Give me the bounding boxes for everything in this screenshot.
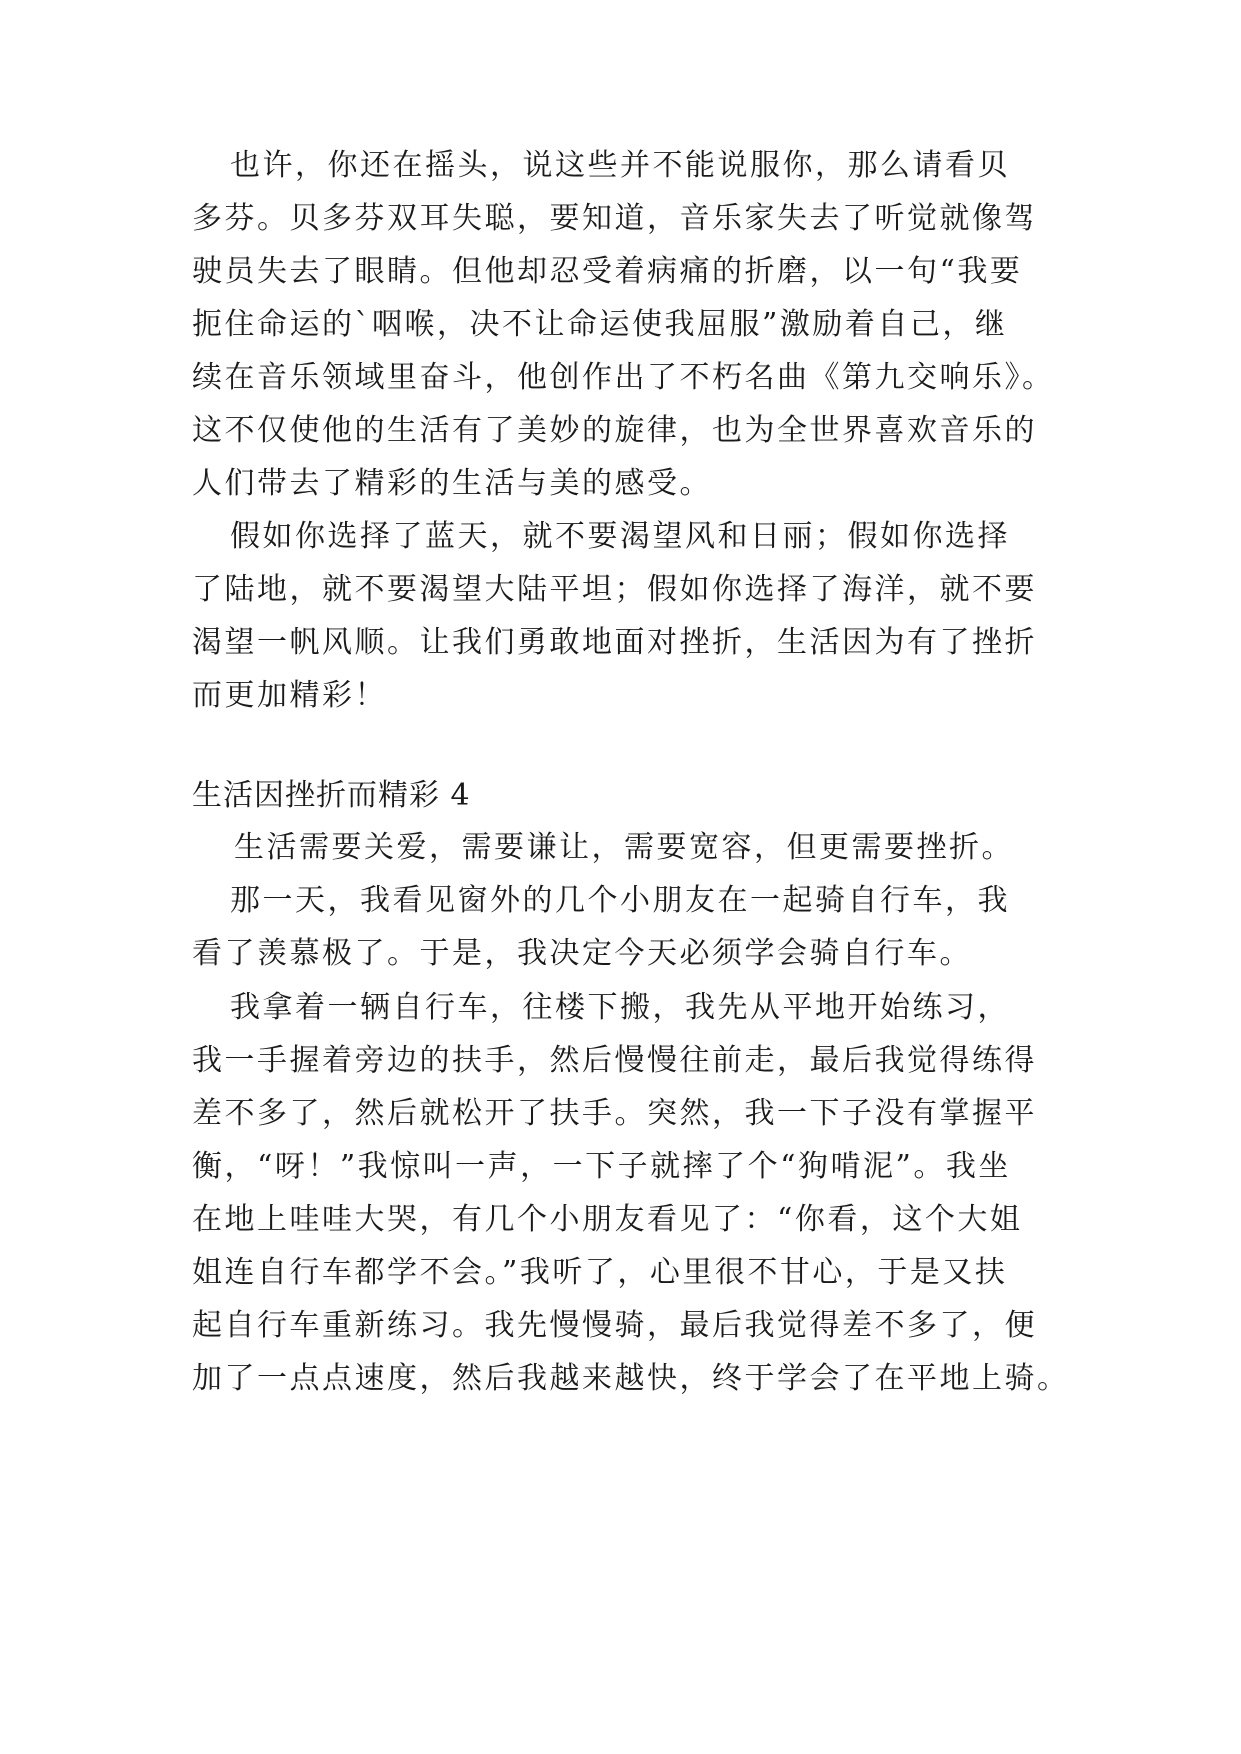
paragraph-line: 衡，“呀！”我惊叫一声，一下子就摔了个“狗啃泥”。我坐 bbox=[192, 1149, 1011, 1184]
paragraph-line: 差不多了，然后就松开了扶手。突然，我一下子没有掌握平 bbox=[192, 1096, 1037, 1131]
paragraph-line: 渴望一帆风顺。让我们勇敢地面对挫折，生活因为有了挫折 bbox=[192, 625, 1037, 660]
paragraph-line: 而更加精彩！ bbox=[192, 678, 387, 713]
paragraph-line: 了陆地，就不要渴望大陆平坦；假如你选择了海洋，就不要 bbox=[192, 572, 1037, 607]
paragraph-line: 多芬。贝多芬双耳失聪，要知道，音乐家失去了听觉就像驾 bbox=[192, 201, 1037, 236]
paragraph-line: 驶员失去了眼睛。但他却忍受着病痛的折磨，以一句“我要 bbox=[192, 254, 1023, 289]
section-title: 生活因挫折而精彩 4 bbox=[192, 778, 471, 813]
paragraph-line: 续在音乐领域里奋斗，他创作出了不朽名曲《第九交响乐》。 bbox=[192, 360, 1055, 395]
paragraph-line: 看了羡慕极了。于是，我决定今天必须学会骑自行车。 bbox=[192, 936, 972, 971]
paragraph-line: 起自行车重新练习。我先慢慢骑，最后我觉得差不多了，便 bbox=[192, 1308, 1037, 1343]
paragraph-line: 我一手握着旁边的扶手，然后慢慢往前走，最后我觉得练得 bbox=[192, 1043, 1037, 1078]
paragraph-line: 姐连自行车都学不会。”我听了，心里很不甘心，于是又扶 bbox=[192, 1255, 1008, 1290]
paragraph-line: 也许，你还在摇头，说这些并不能说服你，那么请看贝 bbox=[230, 148, 1010, 183]
paragraph-line: 人们带去了精彩的生活与美的感受。 bbox=[192, 466, 712, 501]
paragraph-line: 加了一点点速度，然后我越来越快，终于学会了在平地上骑。 bbox=[192, 1361, 1070, 1396]
paragraph-line: 在地上哇哇大哭，有几个小朋友看见了：“你看，这个大姐 bbox=[192, 1202, 1023, 1237]
paragraph-line: 扼住命运的`咽喉，决不让命运使我屈服”激励着自己，继 bbox=[192, 307, 1008, 342]
paragraph-line: 生活需要关爱，需要谦让，需要宽容，但更需要挫折。 bbox=[234, 830, 1014, 865]
paragraph-line: 这不仅使他的生活有了美妙的旋律，也为全世界喜欢音乐的 bbox=[192, 413, 1037, 448]
paragraph-line: 那一天，我看见窗外的几个小朋友在一起骑自行车，我 bbox=[230, 883, 1010, 918]
paragraph-line: 假如你选择了蓝天，就不要渴望风和日丽；假如你选择 bbox=[230, 519, 1010, 554]
paragraph-line: 我拿着一辆自行车，往楼下搬，我先从平地开始练习， bbox=[230, 990, 1010, 1025]
